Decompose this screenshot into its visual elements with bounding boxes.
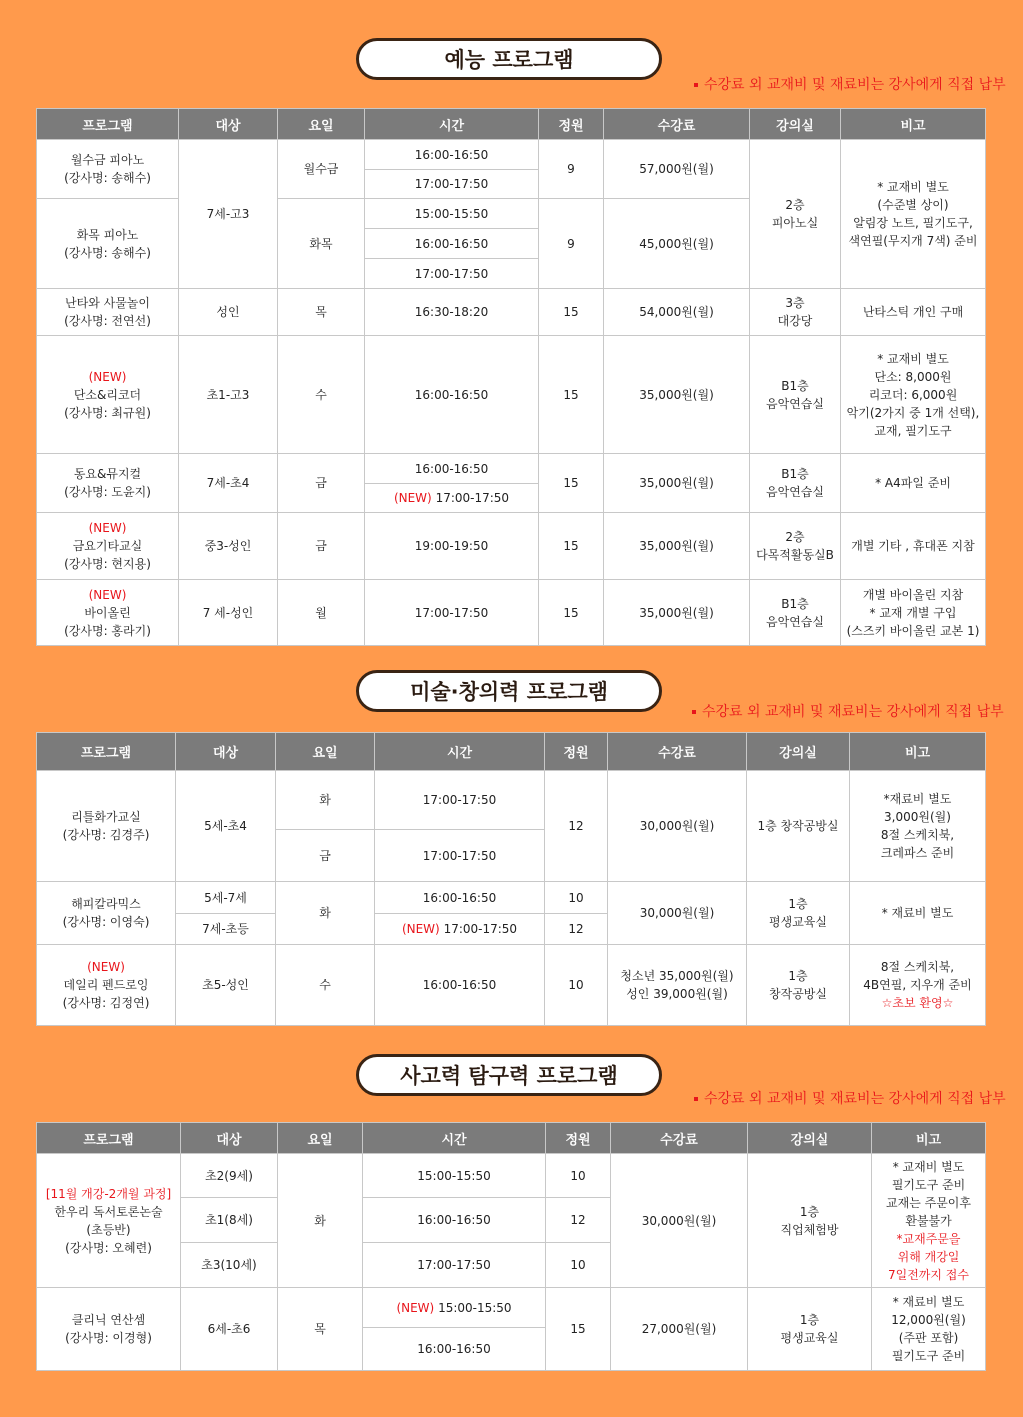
fee-note: 수강료 외 교재비 및 재료비는 강사에게 직접 납부 — [694, 74, 1006, 94]
table-row: 동요&뮤지컬 (강사명: 도윤지) 7세-초4 금 16:00-16:50 15 35,000원(월) B1층 음악연습실 * A4파일 준비 — [37, 454, 986, 484]
program-cell: [11월 개강-2개월 과정] 한우리 독서토론논술 (초등반) (강사명: 오혜련) — [37, 1154, 181, 1288]
program-cell: (NEW) 단소&리코더 (강사명: 최규원) — [37, 336, 179, 454]
table-row: (NEW) 금요기타교실 (강사명: 현지용) 중3-성인 금 19:00-19:50 15 35,000원(월) 2층 다목적활동실B 개별 기타 , 휴대폰 지참 — [37, 513, 986, 580]
fee-note: 수강료 외 교재비 및 재료비는 강사에게 직접 납부 — [692, 701, 1004, 721]
program-cell: 화목 피아노 (강사명: 송해수) — [37, 199, 179, 289]
program-cell: (NEW) 금요기타교실 (강사명: 현지용) — [37, 513, 179, 580]
program-cell: (NEW) 바이올린 (강사명: 홍라기) — [37, 580, 179, 646]
table-row: (NEW) 단소&리코더 (강사명: 최규원) 초1-고3 수 16:00-16:50 15 35,000원(월) B1층 음악연습실 * 교재비 별도 단소: 8,000원 리코더: 6,000원 악기(2가지 중 1개 선택), 교재, 필기도구 — [37, 336, 986, 454]
table-row: [11월 개강-2개월 과정] 한우리 독서토론논술 (초등반) (강사명: 오혜련) 초2(9세) 화 15:00-15:50 10 30,000원(월) 1층 직업체험방 * 교재비 별도 필기도구 준비 교재는 주문이후 환불불가 *교재주문을 위해 개강일 7일전까지 접수 — [37, 1154, 986, 1198]
thinking-program-table — [36, 1122, 986, 1371]
table-row: 16:00-16:50 — [37, 1328, 986, 1371]
table-row: 금 17:00-17:50 — [37, 830, 986, 882]
table-row: 7세-초등 (NEW) 17:00-17:50 12 — [37, 914, 986, 945]
table-row: 난타와 사물놀이 (강사명: 전연선) 성인 목 16:30-18:20 15 54,000원(월) 3층 대강당 난타스틱 개인 구매 — [37, 289, 986, 336]
table-row: 리틀화가교실 (강사명: 김경주) 5세-초4 화 17:00-17:50 12 30,000원(월) 1층 창작공방실 *재료비 별도 3,000원(월) 8절 스케치북, 크레파스 준비 — [37, 771, 986, 830]
program-cell: 동요&뮤지컬 (강사명: 도윤지) — [37, 454, 179, 513]
table-row: 17:00-17:50 — [37, 170, 986, 199]
bullet-square-icon — [694, 1097, 698, 1101]
bullet-square-icon — [692, 710, 696, 714]
table-row: 16:00-16:50 — [37, 229, 986, 259]
table-row: 월수금 피아노 (강사명: 송해수) 7세-고3 월수금 16:00-16:50 9 57,000원(월) 2층 피아노실 * 교재비 별도 (수준별 상이) 알림장 노트, 필기도구, 색연필(무지개 7색) 준비 — [37, 140, 986, 170]
art-program-table — [36, 732, 986, 1026]
program-cell: 해피칼라믹스 (강사명: 이영숙) — [37, 882, 176, 945]
section-title-thinking: 사고력 탐구력 프로그램 — [356, 1054, 662, 1096]
table-row: 클리닉 연산셈 (강사명: 이경형) 6세-초6 목 (NEW) 15:00-15:50 15 27,000원(월) 1층 평생교육실 * 재료비 별도 12,000원(월) (주판 포함) 필기도구 준비 — [37, 1288, 986, 1328]
section-title-arts: 예능 프로그램 — [356, 38, 662, 80]
fee-note: 수강료 외 교재비 및 재료비는 강사에게 직접 납부 — [694, 1088, 1006, 1108]
arts-program-table — [36, 108, 986, 646]
table-row: 초3(10세) 17:00-17:50 10 — [37, 1243, 986, 1288]
table-row: 초1(8세) 16:00-16:50 12 — [37, 1198, 986, 1243]
program-cell: (NEW) 데일리 펜드로잉 (강사명: 김정연) — [37, 945, 176, 1026]
section-title-art: 미술·창의력 프로그램 — [356, 670, 662, 712]
table-row: 화목 피아노 (강사명: 송해수) 화목 15:00-15:50 9 45,000원(월) — [37, 199, 986, 229]
program-cell: 리틀화가교실 (강사명: 김경주) — [37, 771, 176, 882]
table-row: 17:00-17:50 — [37, 259, 986, 289]
bullet-square-icon — [694, 83, 698, 87]
room-cell: 2층 피아노실 — [750, 140, 841, 289]
table-row: 해피칼라믹스 (강사명: 이영숙) 5세-7세 화 16:00-16:50 10 30,000원(월) 1층 평생교육실 * 재료비 별도 — [37, 882, 986, 914]
program-cell: 월수금 피아노 (강사명: 송해수) — [37, 140, 179, 199]
table-header-row: 프로그램 대상 요일 시간 정원 수강료 강의실 비고 — [37, 733, 986, 771]
program-cell: 난타와 사물놀이 (강사명: 전연선) — [37, 289, 179, 336]
target-cell: 7세-고3 — [179, 140, 278, 289]
table-header-row: 프로그램 대상 요일 시간 정원 수강료 강의실 비고 — [37, 1123, 986, 1154]
table-row: (NEW) 17:00-17:50 — [37, 484, 986, 513]
program-cell: 클리닉 연산셈 (강사명: 이경형) — [37, 1288, 181, 1371]
note-cell: * 교재비 별도 (수준별 상이) 알림장 노트, 필기도구, 색연필(무지개 7색) 준비 — [841, 140, 986, 289]
table-header-row: 프로그램 대상 요일 시간 정원 수강료 강의실 비고 — [37, 109, 986, 140]
table-row: (NEW) 데일리 펜드로잉 (강사명: 김정연) 초5-성인 수 16:00-16:50 10 청소년 35,000원(월) 성인 39,000원(월) 1층 창작공방실 8절 스케치북, 4B연필, 지우개 준비 ☆초보 환영☆ — [37, 945, 986, 1026]
table-row: (NEW) 바이올린 (강사명: 홍라기) 7 세-성인 월 17:00-17:50 15 35,000원(월) B1층 음악연습실 개별 바이올린 지참 * 교재 개별 구입 (스즈키 바이올린 교본 1) — [37, 580, 986, 646]
